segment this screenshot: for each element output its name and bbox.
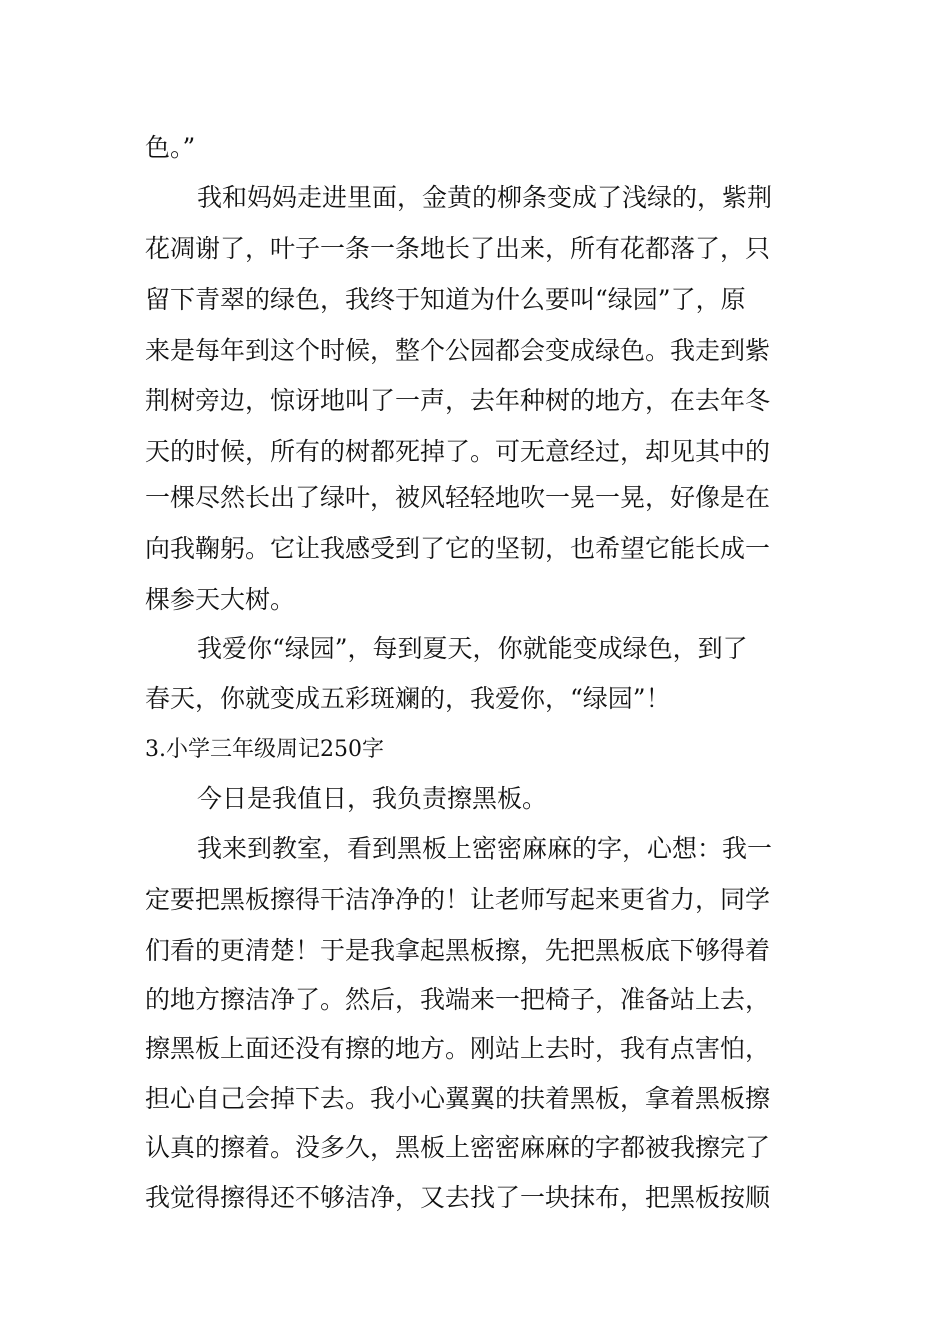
text-line: 花凋谢了，叶子一条一条地长了出来，所有花都落了，只	[145, 234, 771, 263]
text-line: 棵参天大树。	[145, 585, 296, 614]
text-line: 担心自己会掉下去。我小心翼翼的扶着黑板，拿着黑板擦	[145, 1084, 771, 1113]
text-line: 一棵尽然长出了绿叶，被风轻轻地吹一晃一晃，好像是在	[145, 483, 771, 512]
paragraph-first-line: 我来到教室，看到黑板上密密麻麻的字，心想：我一	[197, 834, 773, 863]
text-line: 我觉得擦得还不够洁净，又去找了一块抹布，把黑板按顺	[145, 1183, 771, 1212]
text-line: 向我鞠躬。它让我感受到了它的坚韧，也希望它能长成一	[145, 534, 771, 563]
paragraph-first-line: 我爱你“绿园”，每到夏天，你就能变成绿色，到了	[197, 634, 748, 663]
paragraph-first-line: 今日是我值日，我负责擦黑板。	[197, 784, 548, 813]
section-heading: 3.小学三年级周记250字	[145, 737, 384, 762]
text-line: 来是每年到这个时候，整个公园都会变成绿色。我走到紫	[145, 336, 771, 365]
paragraph-first-line: 我和妈妈走进里面，金黄的柳条变成了浅绿的，紫荆	[197, 183, 773, 212]
text-line: 们看的更清楚！于是我拿起黑板擦，先把黑板底下够得着	[145, 936, 771, 965]
text-line: 认真的擦着。没多久，黑板上密密麻麻的字都被我擦完了	[145, 1133, 771, 1162]
text-line: 定要把黑板擦得干洁净净的！让老师写起来更省力，同学	[145, 885, 771, 914]
text-line: 天的时候，所有的树都死掉了。可无意经过，却见其中的	[145, 437, 771, 466]
text-line: 荆树旁边，惊讶地叫了一声，去年种树的地方，在去年冬	[145, 386, 771, 415]
text-line: 色。”	[145, 133, 196, 162]
text-line: 的地方擦洁净了。然后，我端来一把椅子，准备站上去，	[145, 985, 771, 1014]
text-line: 春天，你就变成五彩斑斓的，我爱你，“绿园”！	[145, 684, 671, 713]
text-line: 留下青翠的绿色，我终于知道为什么要叫“绿园”了，原	[145, 285, 746, 314]
text-line: 擦黑板上面还没有擦的地方。刚站上去时，我有点害怕，	[145, 1034, 771, 1063]
